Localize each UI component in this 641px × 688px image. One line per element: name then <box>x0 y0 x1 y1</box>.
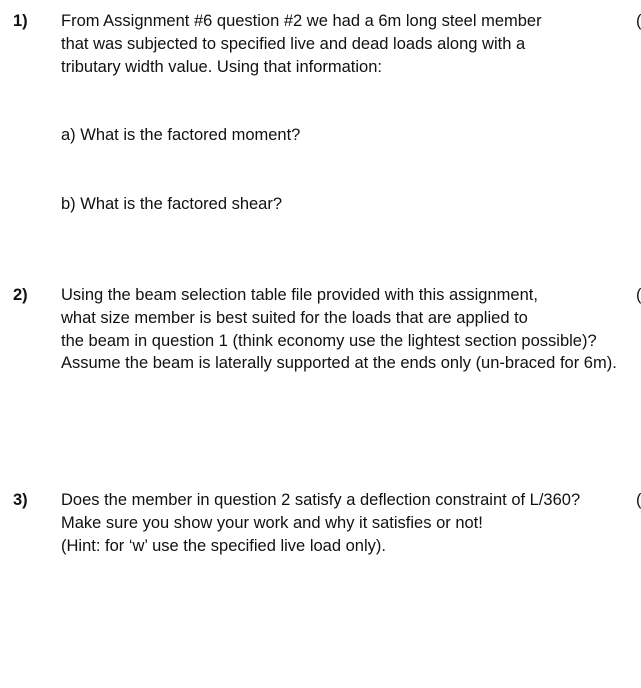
question-1-line-3: tributary width value. Using that information: <box>61 57 382 76</box>
question-2-margin-mark: ( <box>636 286 641 304</box>
question-2-line-3: the beam in question 1 (think economy use the lightest section possible)? <box>61 331 597 350</box>
question-1-text <box>61 10 641 78</box>
question-1-line-1: From Assignment #6 question #2 we had a 6m long steel member <box>61 12 542 30</box>
question-2-line-2: what size member is best suited for the loads that are applied to <box>61 308 528 327</box>
question-1-line-2: that was subjected to specified live and dead loads along with a <box>61 34 526 53</box>
question-1-part-a: a) What is the factored moment? <box>61 126 301 144</box>
question-1-part-b: b) What is the factored shear? <box>61 195 283 213</box>
question-1-margin-mark: ( <box>636 12 641 30</box>
question-3-number: 3) <box>13 491 28 509</box>
question-2-number: 2) <box>13 286 28 304</box>
question-2-line-1: Using the beam selection table file provided with this assignment, <box>61 286 538 304</box>
question-3-line-2: Make sure you show your work and why it satisfies or not! <box>61 513 483 532</box>
question-2-text <box>61 284 641 375</box>
question-3-line-3: (Hint: for ‘w’ use the specified live load only). <box>61 536 386 555</box>
question-2-line-4: Assume the beam is laterally supported at the ends only (un-braced for 6m). <box>61 354 617 373</box>
question-3-line-1: Does the member in question 2 satisfy a deflection constraint of L/360? <box>61 491 581 509</box>
question-3-margin-mark: ( <box>636 491 641 509</box>
question-3-text <box>61 489 641 557</box>
question-1-number: 1) <box>13 12 28 30</box>
